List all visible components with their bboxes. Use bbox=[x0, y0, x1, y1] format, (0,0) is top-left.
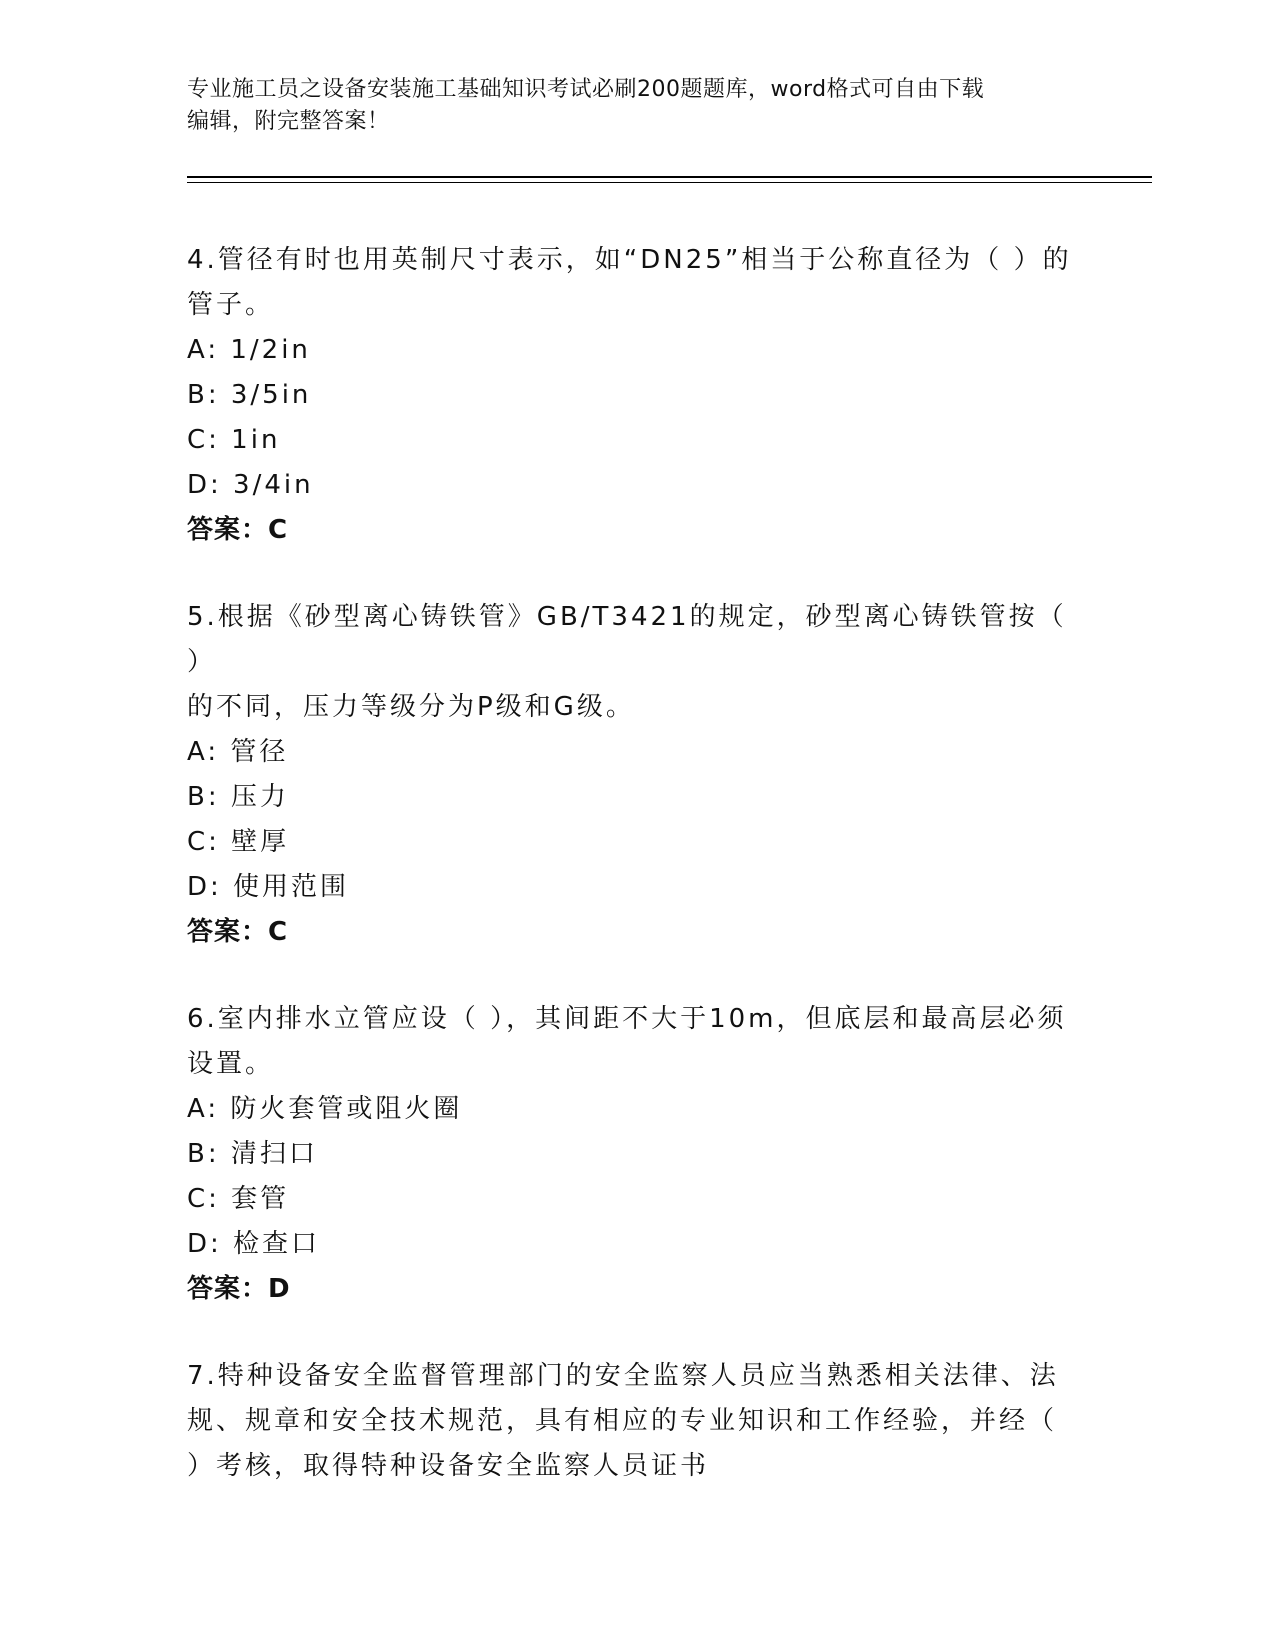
option-d: D: 检查口 bbox=[187, 1229, 321, 1259]
option-b: B: 压力 bbox=[187, 782, 289, 812]
header-line-1: 专业施工员之设备安装施工基础知识考试必刷200题题库，word格式可自由下载 bbox=[187, 77, 985, 102]
question-4 bbox=[187, 238, 1087, 553]
header-rule-thick bbox=[187, 176, 1152, 178]
option-a: A: 1/2in bbox=[187, 335, 311, 365]
option-c: C: 壁厚 bbox=[187, 827, 290, 857]
option-a: A: 管径 bbox=[187, 737, 289, 767]
question-stem-line: 的不同，压力等级分为P级和G级。 bbox=[187, 692, 635, 722]
option-b: B: 3/5in bbox=[187, 380, 312, 410]
answer: 答案：C bbox=[187, 515, 289, 545]
option-c: C: 1in bbox=[187, 425, 281, 455]
answer: 答案：C bbox=[187, 917, 289, 947]
question-stem-line: 6.室内排水立管应设（ ），其间距不大于10m，但底层和最高层必须 bbox=[187, 1004, 1067, 1034]
question-stem-line: 设置。 bbox=[187, 1049, 275, 1079]
answer: 答案：D bbox=[187, 1274, 291, 1304]
question-stem-line: 管子。 bbox=[187, 290, 275, 320]
option-d: D: 使用范围 bbox=[187, 872, 350, 902]
question-5 bbox=[187, 595, 1087, 955]
question-stem-line: 5.根据《砂型离心铸铁管》GB/T3421的规定，砂型离心铸铁管按（ ） bbox=[187, 602, 1067, 677]
question-stem-line: 规、规章和安全技术规范，具有相应的专业知识和工作经验，并经（ bbox=[187, 1406, 1058, 1436]
option-a: A: 防火套管或阻火圈 bbox=[187, 1094, 463, 1124]
option-c: C: 套管 bbox=[187, 1184, 290, 1214]
question-stem-line: 4.管径有时也用英制尺寸表示，如“DN25”相当于公称直径为（ ）的 bbox=[187, 245, 1072, 275]
document-header bbox=[187, 74, 1087, 138]
question-stem-line: 7.特种设备安全监督管理部门的安全监察人员应当熟悉相关法律、法 bbox=[187, 1361, 1059, 1391]
header-rule-thin bbox=[187, 182, 1152, 183]
question-7 bbox=[187, 1354, 1087, 1489]
question-stem-line: ）考核，取得特种设备安全监察人员证书 bbox=[187, 1451, 710, 1481]
question-6 bbox=[187, 997, 1087, 1312]
question-list bbox=[187, 238, 1087, 1531]
header-line-2: 编辑，附完整答案！ bbox=[187, 109, 390, 134]
option-d: D: 3/4in bbox=[187, 470, 314, 500]
option-b: B: 清扫口 bbox=[187, 1139, 318, 1169]
